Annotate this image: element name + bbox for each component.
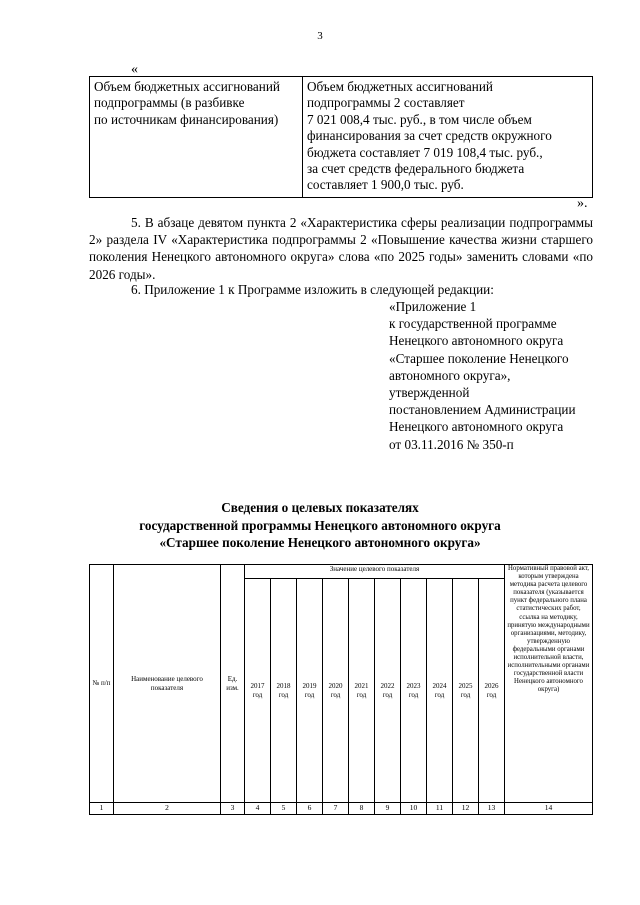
col-name-header: Наименование целевого показателя <box>114 565 221 803</box>
value-group-header: Значение целевого показателя <box>245 565 505 579</box>
appendix-line: к государственной программе <box>389 316 557 332</box>
appendix-line: Ненецкого автономного округа <box>389 419 564 435</box>
budget-value-line: финансирования за счет средств окружного <box>307 128 552 144</box>
indicators-table <box>89 564 593 815</box>
column-number: 7 <box>323 803 349 815</box>
appendix-line: утвержденной <box>389 385 470 401</box>
appendix-line: Ненецкого автономного округа <box>389 333 564 349</box>
closing-quote: ». <box>577 196 588 211</box>
heading-line: «Старшее поколение Ненецкого автономного округа» <box>159 535 481 550</box>
year-header: 2026 год <box>479 579 505 803</box>
year-header: 2018 год <box>271 579 297 803</box>
appendix-line: «Приложение 1 <box>389 299 477 314</box>
year-header: 2024 год <box>427 579 453 803</box>
column-number: 10 <box>401 803 427 815</box>
budget-label-line: Объем бюджетных ассигнований <box>94 79 280 94</box>
year-header: 2021 год <box>349 579 375 803</box>
year-header: 2025 год <box>453 579 479 803</box>
budget-allocation-table <box>89 76 593 198</box>
year-header: 2019 год <box>297 579 323 803</box>
column-number: 3 <box>221 803 245 815</box>
page-number: 3 <box>317 30 323 42</box>
year-header: 2017 год <box>245 579 271 803</box>
column-number: 14 <box>505 803 593 815</box>
budget-value-line: 7 021 008,4 тыс. руб., в том числе объем <box>307 111 532 127</box>
budget-value-line: за счет средств федерального бюджета <box>307 161 525 177</box>
budget-value-line: Объем бюджетных ассигнований <box>307 79 493 94</box>
paragraph-5: 5. В абзаце девятом пункта 2 «Характеристика сферы реализации подпрограммы 2» раздела IV «Характеристика подпрограммы 2 «Повышение качества жизни старшего поколения Ненецкого автономного округа» слова «по 2025 годы» заменить словами «по 2026 годы». <box>89 215 593 282</box>
col-number-header: № п/п <box>90 565 114 803</box>
legal-act-header: Нормативный правовой акт, которым утверждена методика расчета целевого показателя (указывается пункт федерального плана статистических работ, ссылка на методику, принятую международными организациями, методику, утвержденную федеральными органами исполнительной власти, исполнительными органами государственной власти Ненецкого автономного округа) <box>505 565 593 803</box>
appendix-line: от 03.11.2016 № 350-п <box>389 436 514 452</box>
appendix-line: постановлением Администрации <box>389 402 576 418</box>
column-number: 4 <box>245 803 271 815</box>
column-number: 2 <box>114 803 221 815</box>
column-number: 5 <box>271 803 297 815</box>
column-number: 11 <box>427 803 453 815</box>
appendix-header <box>389 298 599 453</box>
column-number: 8 <box>349 803 375 815</box>
column-number: 12 <box>453 803 479 815</box>
budget-label-cell <box>90 77 303 198</box>
year-header: 2022 год <box>375 579 401 803</box>
appendix-line: автономного округа», <box>389 367 511 383</box>
budget-label-line: подпрограммы (в разбивке <box>94 95 245 111</box>
heading-line: Сведения о целевых показателях <box>221 500 419 515</box>
year-header: 2023 год <box>401 579 427 803</box>
column-number: 13 <box>479 803 505 815</box>
heading-line: государственной программы Ненецкого автономного округа <box>139 517 501 533</box>
column-number: 6 <box>297 803 323 815</box>
section-heading <box>0 499 640 552</box>
budget-value-line: бюджета составляет 7 019 108,4 тыс. руб., <box>307 144 543 160</box>
appendix-line: «Старшее поколение Ненецкого <box>389 350 569 366</box>
column-number: 9 <box>375 803 401 815</box>
year-header: 2020 год <box>323 579 349 803</box>
column-number: 1 <box>90 803 114 815</box>
col-unit-header: Ед. изм. <box>221 565 245 803</box>
budget-value-line: составляет 1 900,0 тыс. руб. <box>307 177 464 193</box>
budget-label-line: по источникам финансирования) <box>94 111 279 127</box>
budget-value-line: подпрограммы 2 составляет <box>307 95 465 111</box>
paragraph-6: 6. Приложение 1 к Программе изложить в следующей редакции: <box>131 282 494 297</box>
opening-quote: « <box>131 62 138 77</box>
budget-value-cell <box>303 77 593 198</box>
